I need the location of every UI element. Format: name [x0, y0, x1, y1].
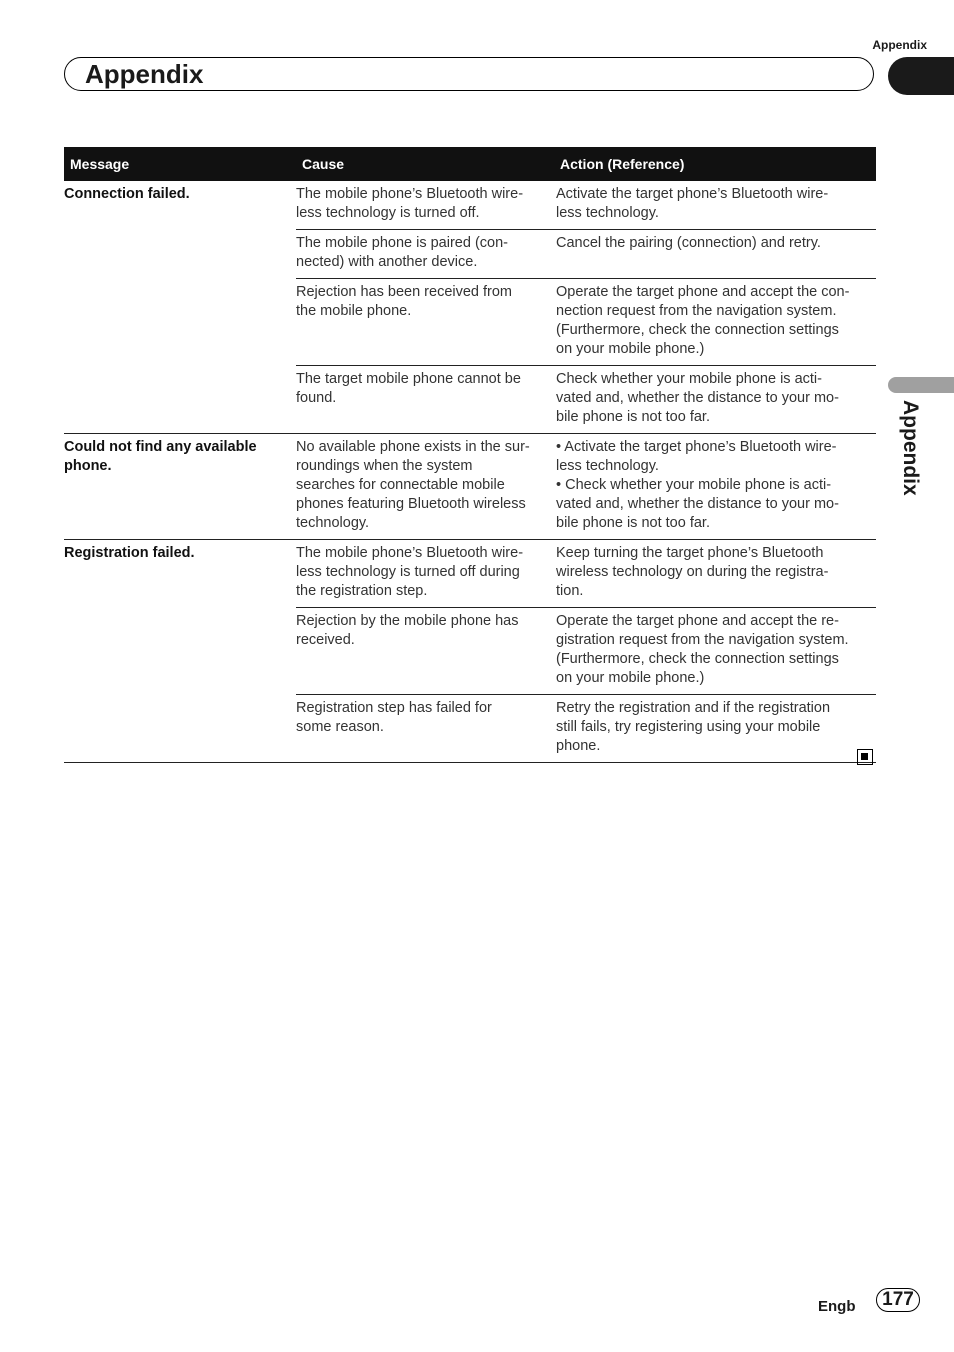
cause-cell: Registration step has failed for some reason.	[296, 695, 554, 763]
page-number: 177	[876, 1288, 920, 1312]
action-cell: Operate the target phone and accept the con- nection request from the navigation system. (Furthermore, check the connection settings on your mobile phone.)	[554, 279, 876, 366]
action-cell: Operate the target phone and accept the re- gistration request from the navigation system. (Furthermore, check the connection settings on your mobile phone.)	[554, 608, 876, 695]
table-row	[64, 540, 876, 608]
end-of-section-icon	[857, 749, 873, 765]
action-cell: • Activate the target phone’s Bluetooth wire- less technology. • Check whether your mobile phone is acti- vated and, whether the distance to your mo- bile phone is not too far.	[554, 434, 876, 540]
message-cell: Connection failed.	[64, 186, 190, 202]
message-cell	[64, 608, 296, 695]
message-cell	[64, 366, 296, 434]
table-row	[64, 434, 876, 540]
table-row	[64, 366, 876, 434]
cause-cell: The mobile phone’s Bluetooth wire- less technology is turned off during the registration step.	[296, 540, 554, 608]
column-header-message: Message	[64, 147, 296, 181]
message-cell	[64, 230, 296, 279]
running-head: Appendix	[872, 38, 927, 52]
column-header-cause: Cause	[296, 147, 554, 181]
language-code: Engb	[818, 1298, 856, 1315]
page-title: Appendix	[85, 59, 204, 89]
message-cell: Could not find any available phone.	[64, 434, 296, 540]
cause-cell: Rejection by the mobile phone has received.	[296, 608, 554, 695]
action-cell: Check whether your mobile phone is acti- vated and, whether the distance to your mo- bile phone is not too far.	[554, 366, 876, 434]
section-title-box	[64, 57, 874, 91]
table-row	[64, 181, 876, 230]
message-cell: Registration failed.	[64, 540, 296, 608]
action-cell: Cancel the pairing (connection) and retry.	[554, 230, 876, 279]
message-cell	[64, 695, 296, 763]
cause-cell: No available phone exists in the sur- roundings when the system searches for connectable mobile phones featuring Bluetooth wireless technology.	[296, 434, 554, 540]
cause-cell: The mobile phone’s Bluetooth wire- less technology is turned off.	[296, 186, 524, 221]
action-cell: Retry the registration and if the registration still fails, try registering using your mobile phone.	[554, 695, 876, 763]
cause-cell: Rejection has been received from the mobile phone.	[296, 279, 554, 366]
side-section-label: Appendix	[899, 400, 922, 496]
cause-cell: The target mobile phone cannot be found.	[296, 366, 554, 434]
table-row	[64, 279, 876, 366]
table-row	[64, 230, 876, 279]
action-cell: Activate the target phone’s Bluetooth wire- less technology.	[556, 186, 829, 221]
cause-cell: The mobile phone is paired (con- nected) with another device.	[296, 230, 554, 279]
column-header-action: Action (Reference)	[554, 147, 876, 181]
table-row	[64, 608, 876, 695]
error-message-table	[64, 147, 876, 763]
side-tab-marker	[888, 377, 954, 393]
table-row	[64, 695, 876, 763]
action-cell: Keep turning the target phone’s Bluetooth wireless technology on during the registra- tion.	[554, 540, 876, 608]
table-header-row	[64, 147, 876, 181]
message-cell	[64, 279, 296, 366]
section-tab-marker	[888, 57, 954, 95]
